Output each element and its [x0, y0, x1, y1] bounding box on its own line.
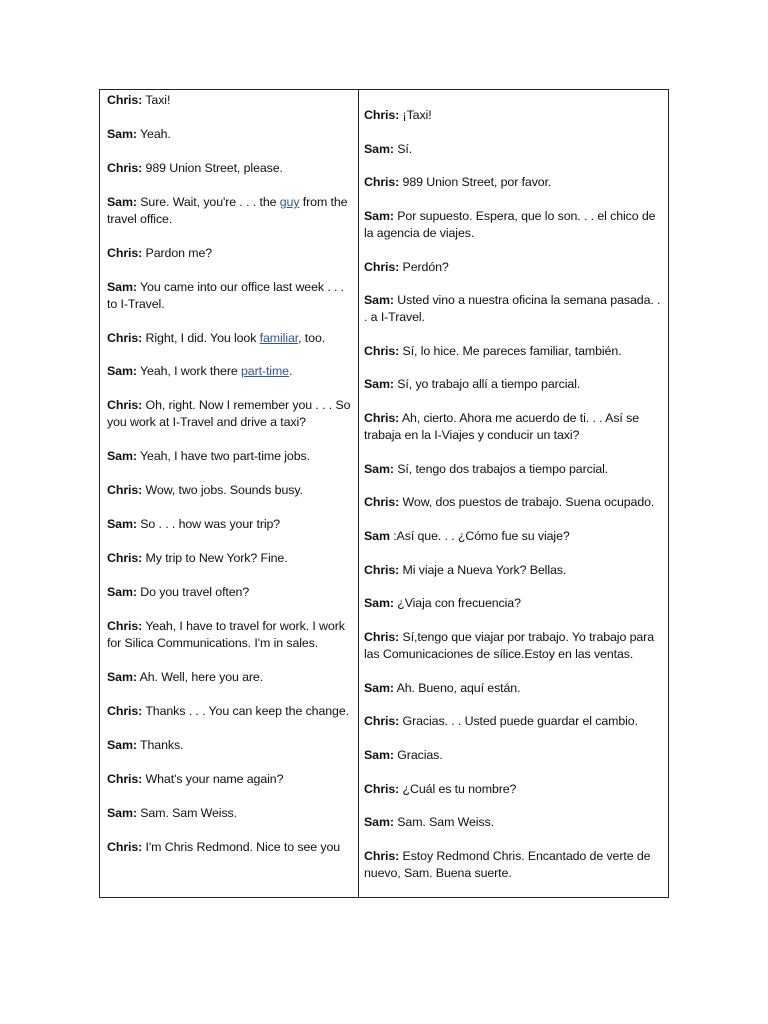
line-text: Perdón?	[399, 259, 449, 274]
dialogue-line	[364, 141, 662, 158]
dialogue-line	[364, 595, 662, 612]
speaker-label: Sam:	[364, 209, 394, 224]
line-text: Ah. Well, here you are.	[136, 669, 264, 684]
speaker-label: Chris:	[107, 330, 143, 345]
dialogue-line	[364, 781, 662, 798]
dialogue-line	[364, 814, 662, 831]
line-text: Sí,tengo que viajar por trabajo. Yo trabajo para las Comunicaciones de sílice.Estoy en las ventas.	[364, 630, 654, 661]
speaker-label: Chris:	[107, 93, 143, 107]
speaker-label: Sam:	[364, 680, 394, 695]
dialogue-line	[364, 174, 662, 191]
vocab-link-guy[interactable]: guy	[279, 194, 300, 209]
speaker-label: Chris:	[364, 411, 400, 426]
dialogue-line	[107, 805, 352, 822]
line-text: Wow, dos puestos de trabajo. Suena ocupado.	[399, 495, 655, 510]
line-text: I'm Chris Redmond. Nice to see you	[142, 839, 341, 854]
dialogue-line	[107, 771, 352, 788]
dialogue-line	[364, 259, 662, 276]
line-text: Thanks.	[136, 737, 184, 752]
line-text: Yeah, I have two part-time jobs.	[136, 449, 310, 464]
line-text: Sí, lo hice. Me pareces familiar, también.	[399, 343, 622, 358]
line-text: 989 Union Street, por favor.	[399, 175, 552, 190]
line-text: 989 Union Street, please.	[142, 160, 283, 175]
dialogue-line	[364, 343, 662, 360]
dialogue-line	[107, 126, 352, 143]
line-text: ¿Cuál es tu nombre?	[399, 781, 517, 796]
dialogue-line	[107, 245, 352, 262]
speaker-label: Sam:	[364, 141, 394, 156]
line-text: Sí, yo trabajo allí a tiempo parcial.	[393, 377, 581, 392]
dialogue-line	[364, 494, 662, 511]
speaker-label: Chris:	[107, 483, 143, 498]
speaker-label: Sam:	[364, 461, 394, 476]
dialogue-line	[107, 92, 352, 109]
speaker-label: Chris:	[107, 619, 143, 634]
dialogue-line	[364, 680, 662, 697]
english-column	[100, 90, 359, 897]
vocab-link-part-time[interactable]: part-time	[240, 364, 289, 379]
dialogue-line	[364, 848, 662, 882]
dialogue-table	[99, 89, 669, 898]
line-text: What's your name again?	[142, 771, 284, 786]
dialogue-line	[107, 516, 352, 533]
line-text: :Así que. . . ¿Cómo fue su viaje?	[389, 528, 570, 543]
dialogue-line	[107, 669, 352, 686]
line-text: from the travel office.	[107, 194, 348, 226]
speaker-label: Sam:	[107, 449, 137, 464]
line-text: .	[288, 364, 293, 379]
line-text: Sam. Sam Weiss.	[393, 815, 494, 830]
speaker-label: Chris:	[364, 108, 400, 122]
line-text: ¡Taxi!	[399, 108, 432, 122]
line-text: Usted vino a nuestra oficina la semana pasada. . . a I-Travel.	[364, 293, 661, 325]
dialogue-line	[107, 584, 352, 601]
line-text: Pardon me?	[142, 245, 213, 260]
dialogue-line	[107, 703, 352, 720]
line-text: Do you travel often?	[136, 585, 250, 600]
dialogue-line	[364, 107, 662, 124]
speaker-label: Chris:	[364, 848, 400, 863]
line-text: Gracias.	[393, 747, 443, 762]
speaker-label: Chris:	[364, 781, 400, 796]
dialogue-line	[364, 629, 662, 663]
line-text: My trip to New York? Fine.	[142, 551, 288, 566]
speaker-label: Sam:	[107, 805, 137, 820]
speaker-label: Sam	[364, 528, 390, 543]
dialogue-line	[364, 410, 662, 444]
line-text: Yeah.	[136, 126, 171, 141]
spanish-column	[359, 90, 668, 897]
dialogue-line	[107, 363, 352, 380]
line-text: Gracias. . . Usted puede guardar el cambio.	[399, 714, 638, 729]
speaker-label: Sam:	[107, 669, 137, 684]
speaker-label: Chris:	[107, 551, 143, 566]
speaker-label: Chris:	[107, 160, 143, 175]
line-text: Oh, right. Now I remember you . . . So you work at I-Travel and drive a taxi?	[107, 398, 351, 430]
line-text: Ah, cierto. Ahora me acuerdo de ti. . . Así se trabaja en la I-Viajes y conducir un taxi?	[364, 411, 640, 442]
speaker-label: Chris:	[364, 495, 400, 510]
line-text: Sí.	[393, 141, 413, 156]
line-text: Sam. Sam Weiss.	[136, 805, 237, 820]
dialogue-line	[364, 461, 662, 478]
speaker-label: Sam:	[364, 596, 394, 611]
speaker-label: Chris:	[364, 562, 400, 577]
line-text: Yeah, I work there	[136, 364, 241, 379]
speaker-label: Chris:	[364, 175, 400, 190]
dialogue-line	[107, 160, 352, 177]
speaker-label: Sam:	[107, 126, 137, 141]
line-text: Estoy Redmond Chris. Encantado de verte de nuevo, Sam. Buena suerte.	[364, 848, 651, 880]
speaker-label: Chris:	[107, 839, 143, 854]
dialogue-line	[107, 397, 352, 431]
dialogue-line	[107, 330, 352, 347]
dialogue-line	[107, 550, 352, 567]
dialogue-line	[364, 208, 662, 242]
line-text: Wow, two jobs. Sounds busy.	[142, 483, 303, 498]
dialogue-line	[107, 737, 352, 754]
dialogue-line	[107, 279, 352, 313]
dialogue-line	[107, 839, 352, 856]
speaker-label: Chris:	[364, 259, 400, 274]
line-text: Sí, tengo dos trabajos a tiempo parcial.	[393, 461, 609, 476]
speaker-label: Sam:	[107, 279, 137, 294]
speaker-label: Chris:	[107, 245, 143, 260]
speaker-label: Sam:	[107, 364, 137, 379]
speaker-label: Sam:	[107, 737, 137, 752]
speaker-label: Sam:	[364, 293, 394, 308]
dialogue-line	[364, 562, 662, 579]
line-text: Ah. Bueno, aquí están.	[393, 680, 521, 695]
line-text: Por supuesto. Espera, que lo son. . . el chico de la agencia de viajes.	[364, 209, 656, 240]
dialogue-line	[107, 448, 352, 465]
speaker-label: Sam:	[107, 194, 137, 209]
speaker-label: Chris:	[364, 630, 400, 645]
line-text: So . . . how was your trip?	[136, 517, 281, 532]
speaker-label: Chris:	[364, 343, 400, 358]
speaker-label: Chris:	[107, 703, 143, 718]
line-text: Yeah, I have to travel for work. I work for Silica Communications. I'm in sales.	[107, 619, 345, 650]
dialogue-line	[364, 376, 662, 393]
speaker-label: Sam:	[364, 747, 394, 762]
line-text: Right, I did. You look	[142, 330, 260, 345]
speaker-label: Sam:	[364, 815, 394, 830]
line-text: , too.	[298, 330, 326, 345]
line-text: Taxi!	[142, 93, 171, 107]
line-text: You came into our office last week . . . to I-Travel.	[107, 279, 345, 311]
line-text: Thanks . . . You can keep the change.	[142, 703, 349, 718]
speaker-label: Sam:	[107, 585, 137, 600]
line-text: ¿Viaja con frecuencia?	[393, 596, 521, 611]
dialogue-line	[107, 482, 352, 499]
speaker-label: Sam:	[107, 517, 137, 532]
dialogue-line	[364, 713, 662, 730]
dialogue-line	[364, 747, 662, 764]
speaker-label: Chris:	[107, 398, 143, 413]
dialogue-line	[364, 528, 662, 545]
line-text: Mi viaje a Nueva York? Bellas.	[399, 562, 567, 577]
dialogue-line	[107, 618, 352, 652]
speaker-label: Sam:	[364, 377, 394, 392]
speaker-label: Chris:	[364, 714, 400, 729]
dialogue-line	[364, 292, 662, 326]
dialogue-line	[107, 194, 352, 228]
vocab-link-familiar[interactable]: familiar	[259, 330, 299, 345]
speaker-label: Chris:	[107, 771, 143, 786]
line-text: Sure. Wait, you're . . . the	[136, 194, 280, 209]
